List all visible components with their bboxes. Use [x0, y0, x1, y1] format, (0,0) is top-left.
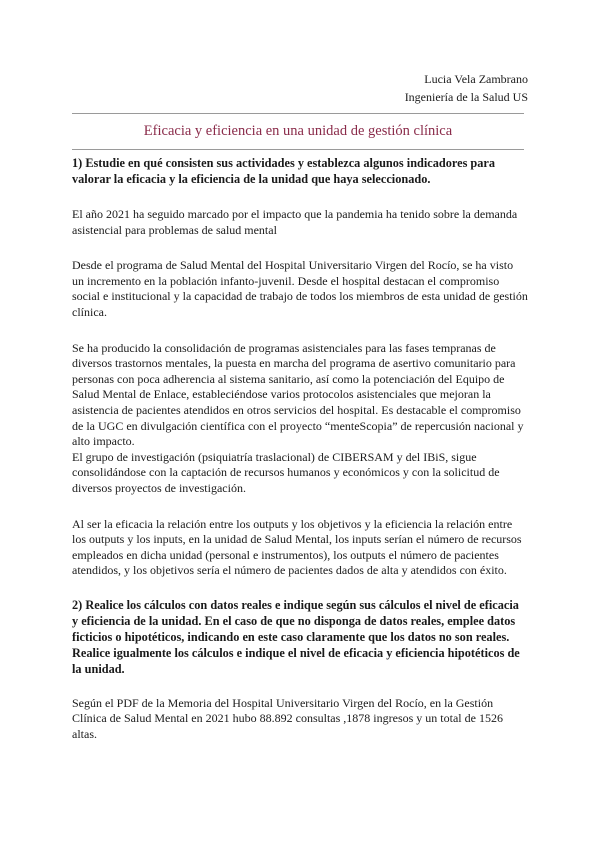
paragraph-research: El grupo de investigación (psiquiatría traslacional) de CIBERSAM y del IBiS, sigue consolidándose con la captación de recursos humanos y económicos y con la solicitud de diversos proyectos de investigación.: [72, 449, 500, 495]
paragraph-pandemic: El año 2021 ha seguido marcado por el impacto que la pandemia ha tenido sobre la demanda asistencial para problemas de salud mental: [72, 207, 518, 237]
paragraph-program: Desde el programa de Salud Mental del Hospital Universitario Virgen del Rocío, se ha visto un incremento en la población infanto-juvenil. Desde el hospital destacan el compromiso social e institucional y la capacidad de trabajo de todos los miembros de esta unidad de gestión clínica.: [72, 258, 528, 319]
author-degree: Ingeniería de la Salud US: [404, 90, 528, 104]
title-bottom-rule: [72, 149, 524, 150]
document-title: Eficacia y eficiencia en una unidad de gestión clínica: [143, 123, 453, 139]
paragraph-hospital-data: Según el PDF de la Memoria del Hospital Universitario Virgen del Rocío, en la Gestión Clínica de Salud Mental en 2021 hubo 88.892 consultas ,1878 ingresos y un total de 1526 altas.: [72, 695, 503, 742]
author-name: Lucia Vela Zambrano: [424, 72, 528, 86]
document-body: [72, 155, 528, 743]
question-1: 1) Estudie en qué consisten sus actividades y establezca algunos indicadores para valorar la eficacia y la eficiencia de la unidad que haya seleccionado.: [72, 156, 496, 186]
paragraph-efficacy-definition: Al ser la eficacia la relación entre los outputs y los objetivos y la eficiencia la relación entre los outputs y los inputs, en la unidad de Salud Mental, los inputs serían el número de recursos empleados en dicha unidad (personal e instrumentos), los outputs el número de pacientes atendidos, y los objetivos sería el número de pacientes dados de alta y atendidos con éxito.: [72, 516, 522, 578]
paragraph-consolidation: Se ha producido la consolidación de programas asistenciales para las fases tempranas de diversos trastornos mentales, la puesta en marcha del programa de asertivo comunitario para personas con poca adherencia al sistema sanitario, así como la potenciación del Equipo de Salud Mental de Enlace, estableciéndose varios protocolos asistenciales que mejoran la asistencia de pacientes atendidos en otros servicios del hospital. Es destacable el compromiso de la UGC en divulgación científica con el proyecto “menteScopia” de repercusión nacional y alto impacto.: [72, 340, 524, 449]
author-block: [405, 70, 528, 106]
question-2: 2) Realice los cálculos con datos reales e indique según sus cálculos el nivel de eficacia y eficiencia de la unidad. En el caso de que no disponga de datos reales, emplee datos ficticios o hipotéticos, indicando en este caso claramente que los datos no son reales. Realice igualmente los cálculos e indique el nivel de eficacia y eficiencia hipotéticos de la unidad.: [72, 597, 520, 676]
title-top-rule: [72, 113, 524, 114]
